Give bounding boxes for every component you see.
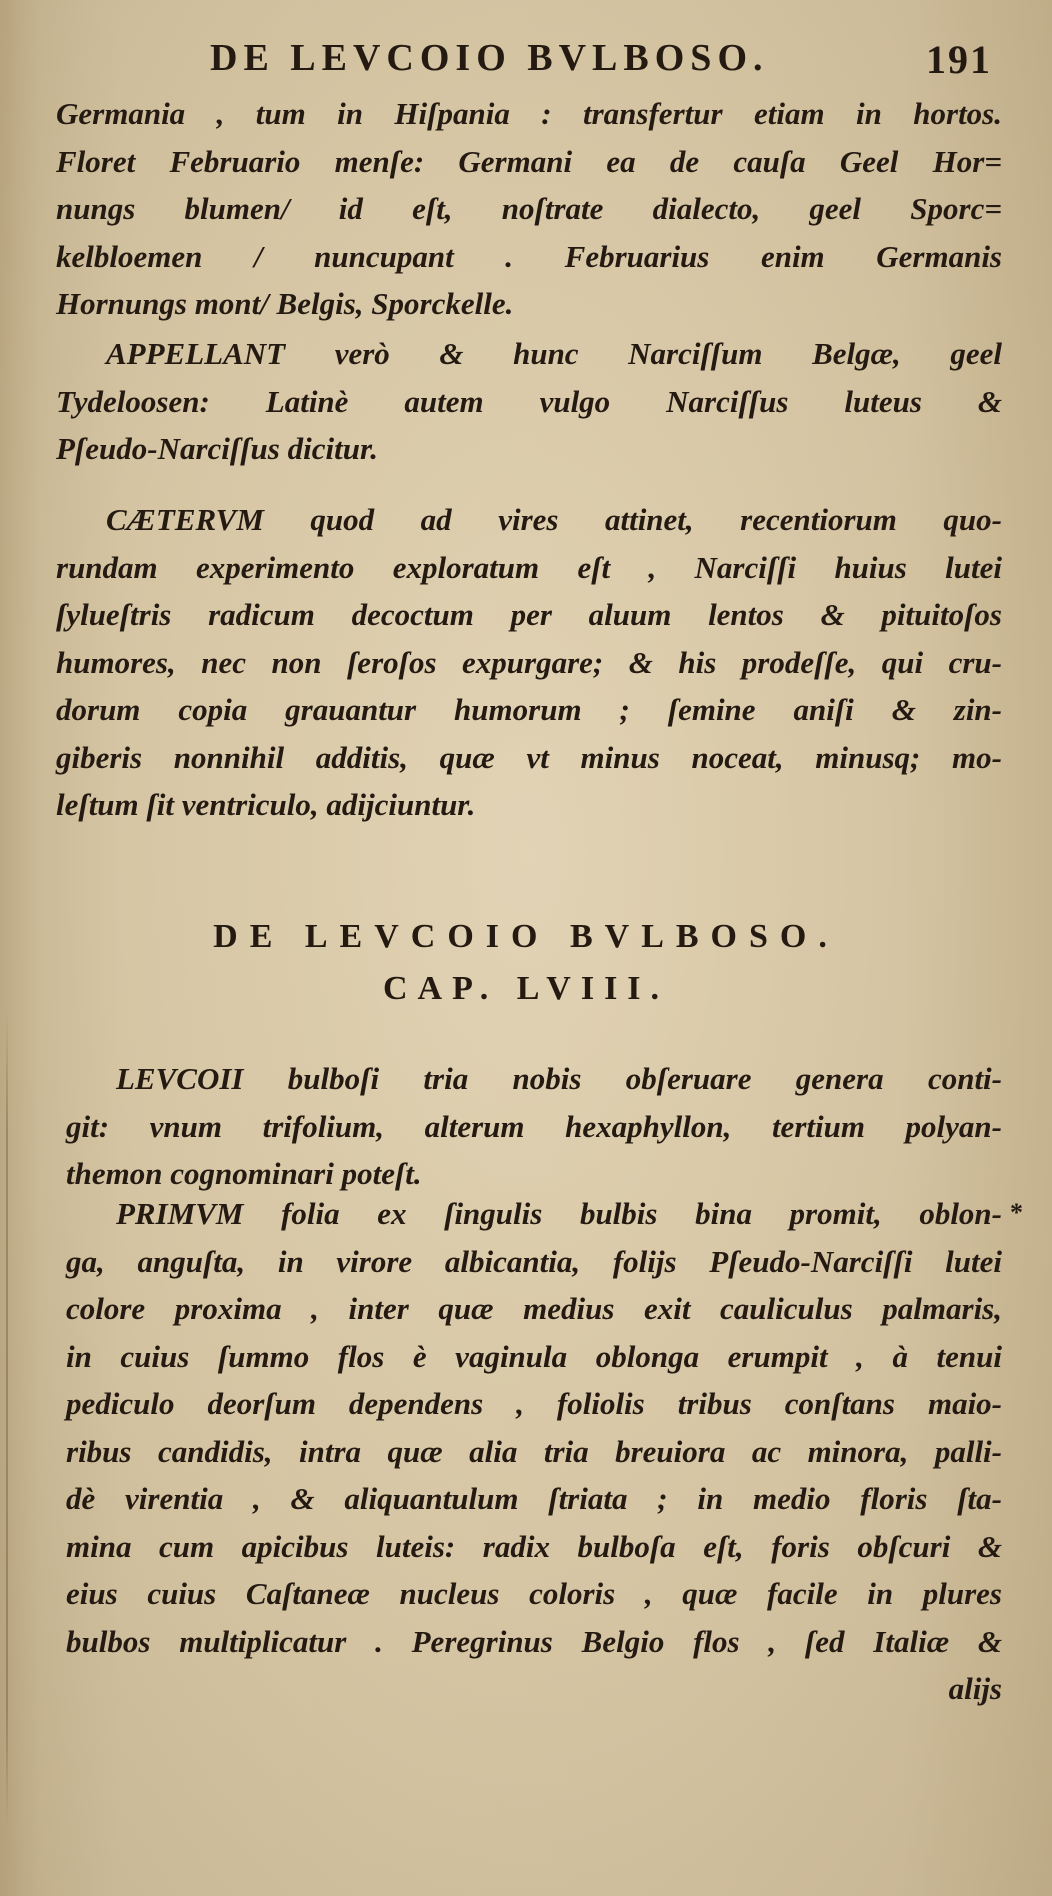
text-line: colore proxima , inter quæ medius exit cauliculus palmaris, [66, 1291, 1002, 1326]
text-line: humores, nec non ſeroſos expurgare; & his prodeſſe, qui cru- [56, 644, 1002, 680]
text-line: kelbloemen / nuncupant . Februarius enim Germanis [56, 238, 1002, 274]
text-line: leſtum ſit ventriculo, adijciuntur. [56, 787, 476, 822]
text-line: Germania , tum in Hiſpania : transfertur etiam in hortos. [56, 96, 1002, 131]
text-line: LEVCOII bulboſi tria nobis obſeruare genera conti- [116, 1061, 1002, 1096]
text-line: git: vnum trifolium, alterum hexaphyllon, tertium polyan- [66, 1108, 1002, 1144]
text-line: in cuius ſummo flos è vaginula oblonga erumpit , à tenui [66, 1338, 1002, 1374]
text-line: ribus candidis, intra quæ alia tria breuiora ac minora, palli- [66, 1433, 1002, 1469]
text-line: dorum copia grauantur humorum ; ſemine aniſi & zin- [56, 692, 1002, 727]
text-line: PRIMVM folia ex ſingulis bulbis bina promit, oblon- [116, 1196, 1002, 1231]
paragraph-intro [66, 1055, 1002, 1198]
text-line: pediculo deorſum dependens , foliolis tribus conſtans maio- [66, 1386, 1002, 1421]
page-header [0, 36, 1052, 92]
paragraph-virtues [56, 496, 1002, 829]
section-title: DE LEVCOIO BVLBOSO. [213, 918, 839, 955]
text-line: eius cuius Caſtaneæ nucleus coloris , quæ facile in plures [66, 1576, 1002, 1611]
chapter-number: CAP. LVIII. [382, 970, 670, 1007]
text-line: nungs blumen/ id eſt, noſtrate dialecto, geel Sporc= [56, 191, 1002, 226]
text-line: Hornungs mont/ Belgis, Sporckelle. [56, 286, 514, 321]
paragraph-habitat [56, 90, 1002, 328]
text-line: mina cum apicibus luteis: radix bulboſa eſt, foris obſcuri & [66, 1528, 1002, 1564]
page-number: 191 [926, 37, 992, 82]
margin-note: * [1010, 1198, 1023, 1227]
text-line: rundam experimento exploratum eſt , Narciſſi huius lutei [56, 549, 1002, 585]
text-line: giberis nonnihil additis, quæ vt minus noceat, minusq; mo- [56, 739, 1002, 775]
text-line: CÆTERVM quod ad vires attinet, recentiorum quo- [106, 502, 1002, 537]
catchword: alijs [948, 1671, 1002, 1706]
text-line: ſylueſtris radicum decoctum per aluum lentos & pituitoſos [56, 597, 1002, 632]
text-line: themon cognominari poteſt. [66, 1156, 422, 1191]
text-line: ga, anguſta, in virore albicantia, folijs Pſeudo-Narciſſi lutei [66, 1243, 1002, 1279]
text-line: APPELLANT verò & hunc Narciſſum Belgæ, geel [106, 336, 1002, 371]
page-edge-shadow [6, 1010, 8, 1830]
paragraph-names [56, 330, 1002, 473]
running-head: DE LEVCOIO BVLBOSO. [210, 37, 769, 79]
text-line: dè virentia , & aliquantulum ſtriata ; in medio floris ſta- [66, 1481, 1002, 1516]
text-line: Floret Februario menſe: Germani ea de cauſa Geel Hor= [56, 143, 1002, 179]
text-line: bulbos multiplicatur . Peregrinus Belgio flos , ſed Italiæ & [66, 1623, 1002, 1659]
paragraph-description [66, 1190, 1002, 1713]
text-line: Tydeloosen: Latinè autem vulgo Narciſſus luteus & [56, 383, 1002, 419]
text-line: Pſeudo-Narciſſus dicitur. [56, 431, 379, 466]
